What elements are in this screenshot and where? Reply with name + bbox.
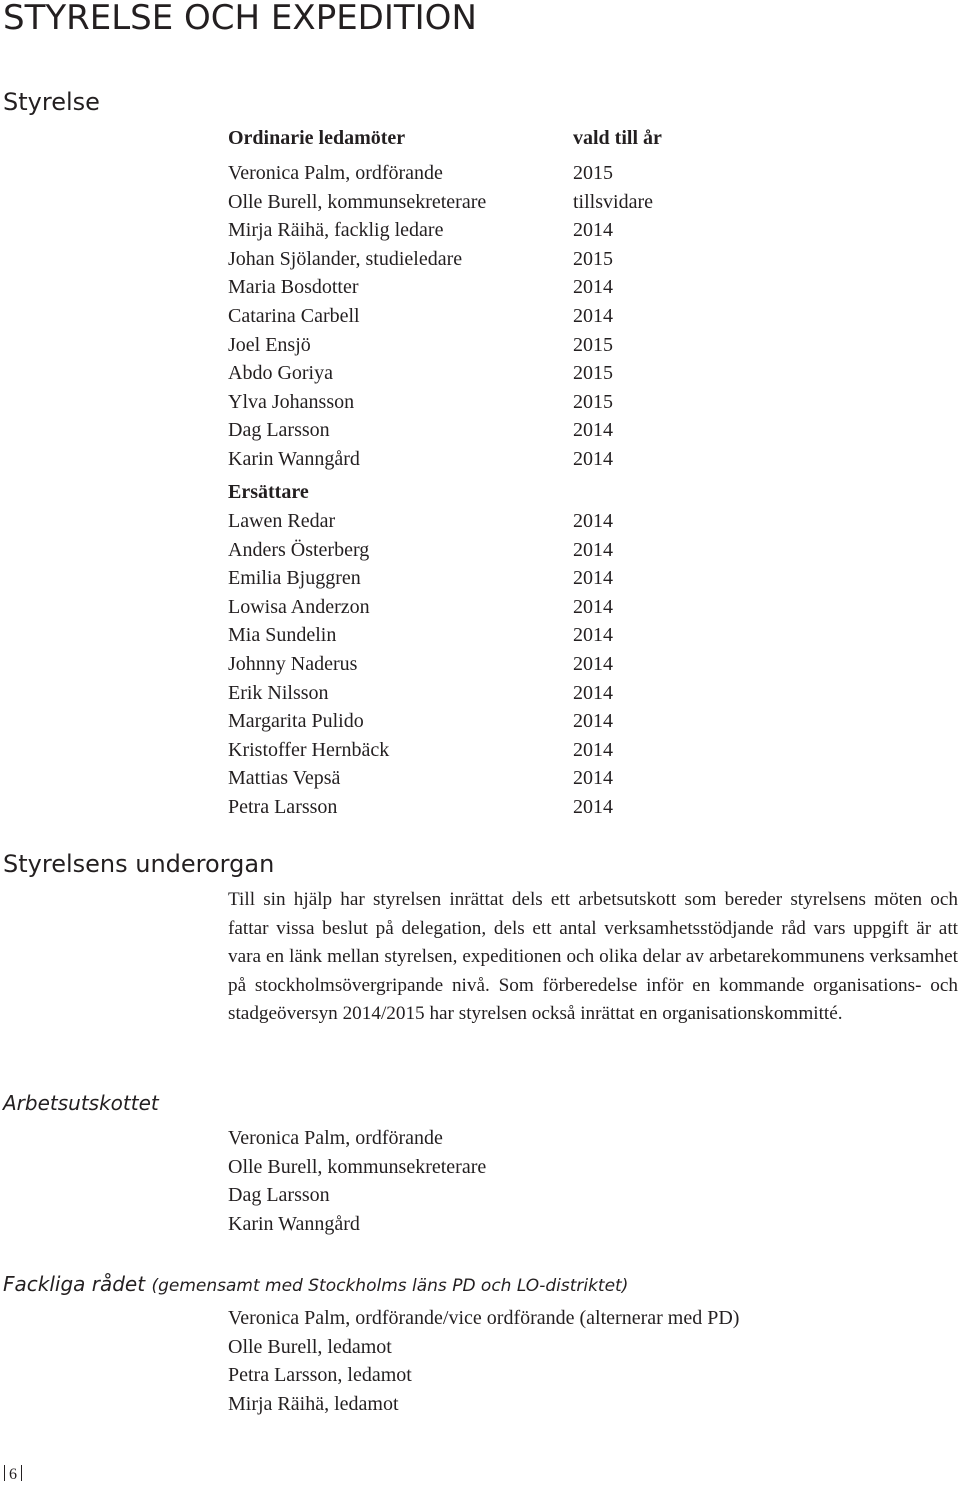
member-name: Veronica Palm, ordförande — [228, 162, 443, 184]
member-row — [228, 707, 728, 736]
member-name: Johnny Naderus — [228, 652, 358, 675]
member-year: 2014 — [573, 795, 613, 818]
member-year: 2014 — [573, 419, 613, 442]
underorgan-paragraph: Till sin hjälp har styrelsen inrättat dels ett arbetsutskott som bereder styrelsens möten och fattar vissa beslut på delegation, dels ett antal verksamhetsstödjande råd vars uppgift är att vara en länk mellan styrelsen, expeditionen och olika delar av arbetarekommunens verksamhet på stockholmsövergripande nivå. Som förberedelse inför en kommande organisations- och stadgeöversyn 2014/2015 har styrelsen också inrättat en organisationskommitté. — [228, 889, 958, 1025]
list-item: Karin Wanngård — [228, 1212, 360, 1235]
member-year: tillsvidare — [573, 190, 653, 213]
member-row — [228, 273, 728, 302]
fackliga-subheading: (gemensamt med Stockholms läns PD och LO-distriktet) — [151, 1276, 629, 1296]
page-number — [4, 1465, 22, 1485]
member-year: 2014 — [573, 652, 613, 675]
member-name: Emilia Bjuggren — [228, 567, 361, 590]
fackliga-heading: Fackliga rådet — [3, 1272, 146, 1296]
member-row — [228, 736, 728, 765]
member-row — [228, 188, 728, 217]
member-name: Dag Larsson — [228, 419, 330, 442]
member-year: 2014 — [573, 738, 613, 761]
column-heading-name: Ordinarie ledamöter — [228, 127, 406, 149]
member-name: Lowisa Anderzon — [228, 595, 370, 618]
member-row — [228, 445, 728, 474]
member-year: 2015 — [573, 333, 613, 356]
fackliga-list — [228, 1304, 739, 1418]
section-heading-styrelse: Styrelse — [3, 88, 100, 116]
member-row — [228, 621, 728, 650]
member-row — [228, 564, 728, 593]
member-year: 2014 — [573, 447, 613, 470]
page-number-divider-right — [21, 1465, 22, 1481]
list-item: Veronica Palm, ordförande — [228, 1127, 443, 1149]
member-name: Johan Sjölander, studieledare — [228, 247, 463, 270]
ersattare-list — [228, 507, 728, 822]
member-name: Olle Burell, kommunsekreterare — [228, 190, 487, 213]
member-row — [228, 245, 728, 274]
member-year: 2015 — [573, 390, 613, 413]
arbetsutskottet-list — [228, 1124, 486, 1238]
section-heading-fackliga — [3, 1270, 628, 1300]
member-row — [228, 388, 728, 417]
list-item: Mirja Räihä, ledamot — [228, 1392, 399, 1415]
member-name: Ylva Johansson — [228, 390, 355, 413]
member-year: 2014 — [573, 567, 613, 590]
member-row — [228, 793, 728, 822]
member-row — [228, 650, 728, 679]
member-row — [228, 416, 728, 445]
member-year: 2015 — [573, 162, 613, 184]
page-number-value: 6 — [9, 1466, 17, 1483]
member-year: 2014 — [573, 304, 613, 327]
column-heading-year: vald till år — [573, 127, 662, 149]
member-row — [228, 159, 728, 188]
ersattare-heading: Ersättare — [228, 481, 309, 503]
member-name: Joel Ensjö — [228, 333, 311, 356]
member-year: 2014 — [573, 624, 613, 647]
member-year: 2014 — [573, 538, 613, 561]
member-row — [228, 331, 728, 360]
member-row — [228, 764, 728, 793]
list-item: Olle Burell, kommunsekreterare — [228, 1155, 487, 1178]
member-row — [228, 593, 728, 622]
member-year: 2014 — [573, 219, 613, 242]
member-name: Maria Bosdotter — [228, 276, 359, 299]
member-row — [228, 507, 728, 536]
member-name: Karin Wanngård — [228, 447, 360, 470]
member-name: Lawen Redar — [228, 510, 336, 532]
member-year: 2015 — [573, 247, 613, 270]
member-year: 2014 — [573, 510, 613, 532]
member-name: Mattias Vepsä — [228, 767, 341, 790]
page-number-divider-left — [4, 1465, 5, 1481]
member-name: Abdo Goriya — [228, 362, 333, 385]
member-row — [228, 359, 728, 388]
member-year: 2014 — [573, 710, 613, 733]
member-row — [228, 536, 728, 565]
member-name: Catarina Carbell — [228, 304, 360, 327]
member-name: Anders Österberg — [228, 538, 370, 561]
member-year: 2014 — [573, 595, 613, 618]
member-name: Mirja Räihä, facklig ledare — [228, 219, 444, 242]
member-name: Erik Nilsson — [228, 681, 329, 704]
member-year: 2014 — [573, 767, 613, 790]
ordinarie-list — [228, 159, 728, 474]
list-item: Petra Larsson, ledamot — [228, 1364, 412, 1387]
list-item: Dag Larsson — [228, 1184, 330, 1207]
member-row — [228, 216, 728, 245]
section-heading-arbetsutskottet: Arbetsutskottet — [3, 1091, 159, 1115]
member-year: 2014 — [573, 276, 613, 299]
member-row — [228, 679, 728, 708]
member-row — [228, 302, 728, 331]
member-name: Petra Larsson — [228, 795, 338, 818]
member-name: Margarita Pulido — [228, 710, 364, 733]
member-name: Mia Sundelin — [228, 624, 337, 647]
member-name: Kristoffer Hernbäck — [228, 738, 390, 761]
page-title: STYRELSE OCH EXPEDITION — [3, 0, 477, 38]
list-item: Veronica Palm, ordförande/vice ordförande (alternerar med PD) — [228, 1307, 740, 1329]
list-item: Olle Burell, ledamot — [228, 1335, 392, 1358]
member-year: 2015 — [573, 362, 613, 385]
section-heading-underorgan: Styrelsens underorgan — [3, 850, 275, 878]
member-year: 2014 — [573, 681, 613, 704]
